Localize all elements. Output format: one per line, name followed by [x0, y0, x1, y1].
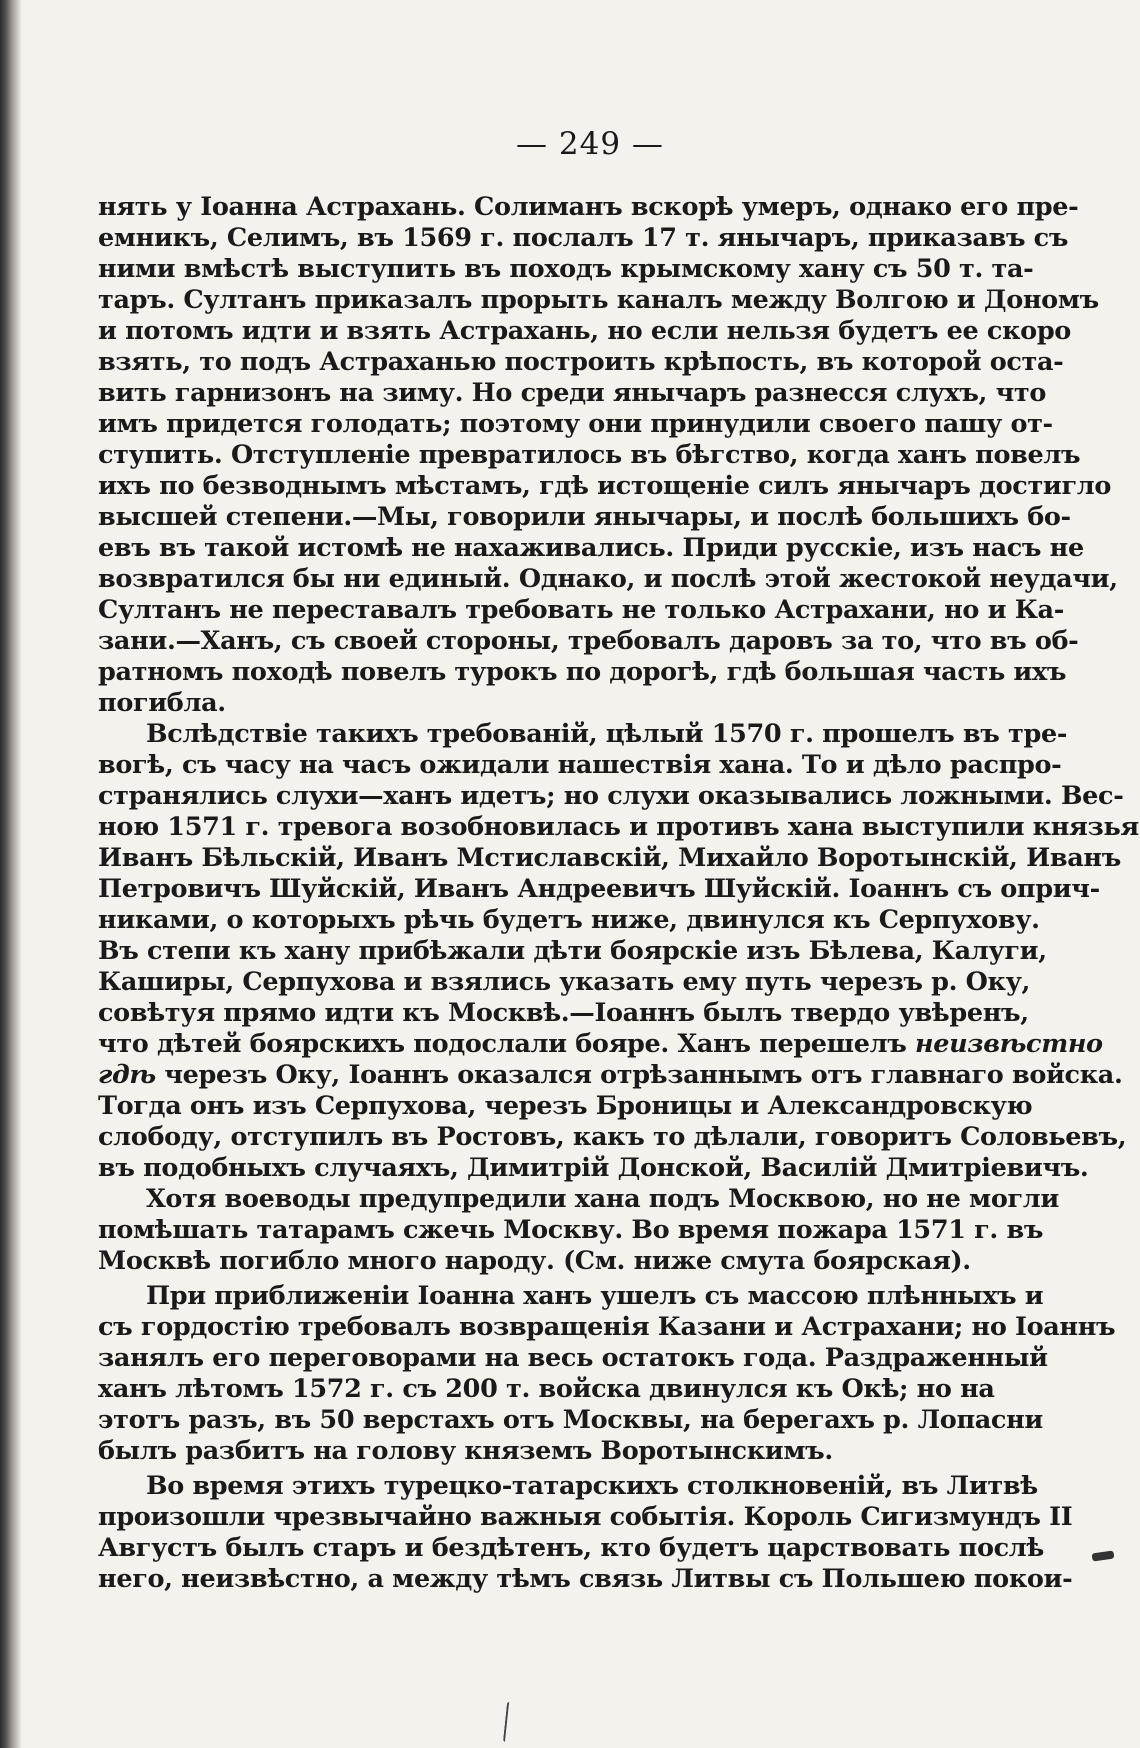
ink-blot — [1092, 1551, 1115, 1562]
text-line: вогѣ, съ часу на часъ ожидали нашествія хана. То и дѣло распро- — [98, 750, 1062, 780]
italic-phrase: гдѣ — [98, 1060, 156, 1090]
italic-phrase: неизвѣстно — [914, 1029, 1103, 1059]
text-line: ратномъ походѣ повелъ турокъ по дорогѣ, гдѣ большая часть ихъ — [98, 657, 1067, 687]
text-line: ними вмѣстѣ выступить въ походъ крымскому хану съ 50 т. та- — [98, 254, 1034, 284]
text-line: Султанъ не переставалъ требовать не только Астрахани, но и Ка- — [98, 595, 1064, 625]
text-line: ною 1571 г. тревога возобновилась и противъ хана выступили князья — [98, 812, 1139, 842]
page-number: — 249 — — [516, 126, 664, 162]
text-line: имъ придется голодать; поэтому они принудили своего пашу от- — [98, 409, 1053, 439]
text-line-with-italic — [98, 1060, 1123, 1091]
page-binding-edge — [0, 0, 22, 1748]
text-line: взять, то подъ Астраханью построить крѣпость, въ которой оста- — [98, 347, 1064, 377]
text-line: ханъ лѣтомъ 1572 г. съ 200 т. войска двинулся къ Окѣ; но на — [98, 1374, 995, 1404]
text-line: евъ въ такой истомѣ не нахаживались. Приди русскіе, изъ насъ не — [98, 533, 1084, 563]
text-line: возвратился бы ни единый. Однако, и послѣ этой жестокой неудачи, — [98, 564, 1118, 594]
text-line: погибла. — [98, 688, 226, 718]
text-line: таръ. Султанъ приказалъ прорыть каналъ между Волгою и Дономъ — [98, 285, 1099, 315]
text-segment: что дѣтей боярскихъ подослали бояре. Ханъ перешелъ — [98, 1029, 907, 1059]
paragraph-start-line: Хотя воеводы предупредили хана подъ Москвою, но не могли — [146, 1184, 1059, 1214]
text-line: Тогда онъ изъ Серпухова, черезъ Броницы и Александровскую — [98, 1091, 1033, 1121]
text-line: произошли чрезвычайно важныя событія. Король Сигизмундъ II — [98, 1502, 1073, 1532]
text-line: Петровичъ Шуйскій, Иванъ Андреевичъ Шуйскій. Іоаннъ съ оприч- — [98, 874, 1100, 904]
text-line: этотъ разъ, въ 50 верстахъ отъ Москвы, на берегахъ р. Лопасни — [98, 1405, 1043, 1435]
text-line: помѣшать татарамъ сжечь Москву. Во время пожара 1571 г. въ — [98, 1215, 1044, 1245]
paragraph-start-line: Вслѣдствіе такихъ требованій, цѣлый 1570 г. прошелъ въ тре- — [146, 719, 1068, 749]
text-line: ихъ по безводнымъ мѣстамъ, гдѣ истощеніе силъ янычаръ достигло — [98, 471, 1112, 501]
text-line: съ гордостію требовалъ возвращенія Казани и Астрахани; но Іоаннъ — [98, 1312, 1116, 1342]
paragraph-start-line: При приближеніи Іоанна ханъ ушелъ съ массою плѣнныхъ и — [146, 1281, 1044, 1311]
text-line: Москвѣ погибло много народу. (См. ниже смута боярская). — [98, 1246, 971, 1276]
text-line: слободу, отступилъ въ Ростовъ, какъ то дѣлали, говоритъ Соловьевъ, — [98, 1122, 1127, 1152]
text-line-with-italic — [98, 1029, 1103, 1060]
text-line: вить гарнизонъ на зиму. Но среди янычаръ разнесся слухъ, что — [98, 378, 1047, 408]
text-line: высшей степени.—Мы, говорили янычары, и послѣ большихъ бо- — [98, 502, 1071, 532]
ink-mark — [503, 1702, 512, 1742]
text-line: былъ разбитъ на голову княземъ Воротынскимъ. — [98, 1436, 833, 1466]
text-line: Иванъ Бѣльскій, Иванъ Мстиславскій, Михайло Воротынскій, Иванъ — [98, 843, 1121, 873]
text-line: и потомъ идти и взять Астрахань, но если нельзя будетъ ее скоро — [98, 316, 1071, 346]
text-line: него, неизвѣстно, а между тѣмъ связь Литвы съ Польшею покои- — [98, 1564, 1073, 1594]
paragraph-start-line: Во время этихъ турецко-татарскихъ столкновеній, въ Литвѣ — [146, 1471, 1038, 1501]
body-text — [98, 192, 1139, 1595]
text-segment: черезъ Оку, Іоаннъ оказался отрѣзаннымъ отъ главнаго войска. — [164, 1060, 1123, 1090]
text-line: совѣтуя прямо идти къ Москвѣ.—Іоаннъ былъ твердо увѣренъ, — [98, 998, 1029, 1028]
text-line: странялись слухи—ханъ идетъ; но слухи оказывались ложными. Вес- — [98, 781, 1124, 811]
text-line: занялъ его переговорами на весь остатокъ года. Раздраженный — [98, 1343, 1048, 1373]
text-line: ступить. Отступленіе превратилось въ бѣгство, когда ханъ повелъ — [98, 440, 1081, 470]
text-line: нять у Іоанна Астрахань. Солиманъ вскорѣ умеръ, однако его пре- — [98, 192, 1079, 222]
text-line: никами, о которыхъ рѣчь будетъ ниже, двинулся къ Серпухову. — [98, 905, 1040, 935]
text-line: емникъ, Селимъ, въ 1569 г. послалъ 17 т. янычаръ, приказавъ съ — [98, 223, 1069, 253]
text-line: Каширы, Серпухова и взялись указать ему путь черезъ р. Оку, — [98, 967, 1031, 997]
text-line: въ подобныхъ случаяхъ, Димитрій Донской, Василій Дмитріевичъ. — [98, 1153, 1089, 1183]
text-line: Въ степи къ хану прибѣжали дѣти боярскіе изъ Бѣлева, Калуги, — [98, 936, 1047, 966]
text-line: зани.—Ханъ, съ своей стороны, требовалъ даровъ за то, что въ об- — [98, 626, 1079, 656]
text-line: Августъ былъ старъ и бездѣтенъ, кто будетъ царствовать послѣ — [98, 1533, 1045, 1563]
